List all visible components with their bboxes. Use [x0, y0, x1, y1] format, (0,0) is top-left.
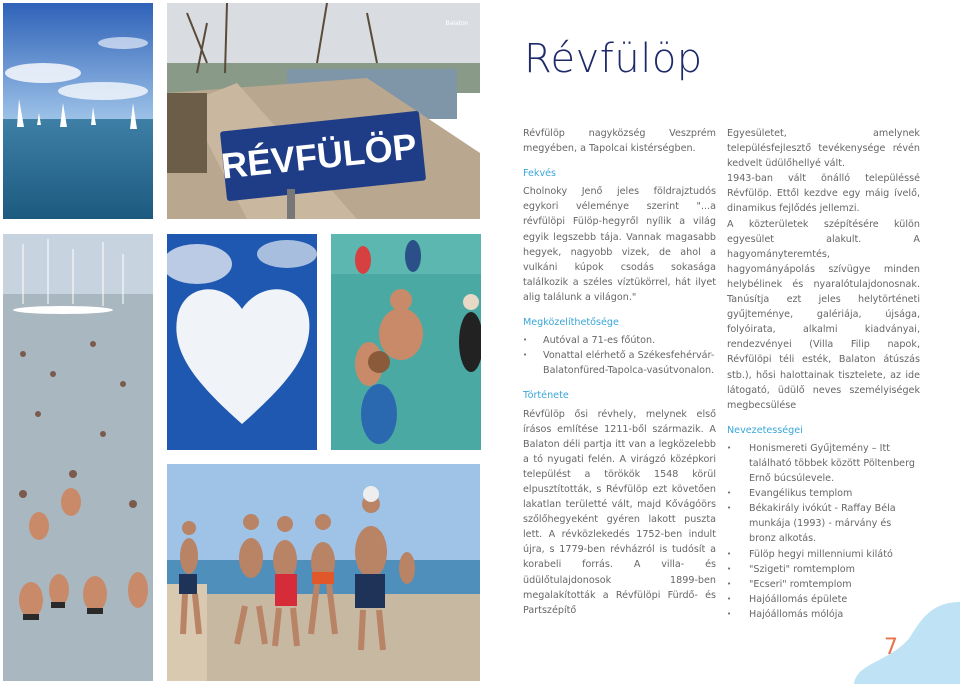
- list-item: • Békakirály ivókút - Raffay Béla munkája (1993) - márvány és bronz alkotás.: [727, 501, 920, 546]
- list-item: • Fülöp hegyi millenniumi kilátó: [727, 547, 920, 562]
- photo-revfulop-sign: [167, 3, 480, 219]
- list-item: • Hajóállomás mólója: [727, 607, 920, 622]
- list-item: • Vonattal elérhető a Székesfehérvár-Balatonfüred-Tapolca-vasútvonalon.: [523, 348, 716, 378]
- page-number: 7: [884, 635, 898, 660]
- list-item: • Honismereti Gyűjtemény – Itt található többek között Pöltenberg Ernő búcsúlevele.: [727, 441, 920, 486]
- section-heading-history: Története: [523, 390, 569, 402]
- list-item: • Autóval a 71-es főúton.: [523, 333, 716, 348]
- location-text: Cholnoky Jenő jeles földrajztudós egykori véleménye szerint "...a révfülöpi Fülöp-hegyről nyílik a világ egyik legszebb tája. Vannak magasabb hegyek, nagyobb vizek, de ahol a vulkáni kúpok csodás sokasága találkozik a széles víztükörrel, hát ilyet alig találunk a világon.": [523, 186, 716, 303]
- section-heading-location: Fekvés: [523, 168, 557, 180]
- history-text-2: 1943-ban vált önálló településsé Révfülöp. Ettől kezdve egy máig ívelő, dinamikus fejlődés jellemzi.: [727, 173, 920, 215]
- history-text-continued: Egyesületet, amelynek településfejlesztő tevékenysége révén kedvelt üdülőhellyé vált.: [727, 128, 920, 170]
- history-text-3: A közterületek szépítésére külön egyesület alakult. A hagyományteremtés, hagyományápolás szívügye minden helybélinek és nyaralótulajdonosnak. Tanúsítja ezt jeles helytörténeti gyűjteménye, galériája, újsága, folyóirata, alkalmi kiadványai, rendezvényei (Villa Filip napok, Révfülöpi téli esték, Balaton átúszás stb.), hősi halottainak tisztelete, az ide látogató, üdülő neves személyiségek megbecsülése: [727, 218, 920, 411]
- page-title: Révfülöp: [524, 36, 703, 82]
- photo-sailboats: [3, 3, 153, 219]
- access-list: [523, 333, 716, 378]
- photo-bathers-crowd: [3, 234, 153, 681]
- sign-text: RÉVFÜLÖP: [219, 125, 419, 187]
- section-heading-access: Megközelíthetősége: [523, 317, 619, 329]
- sights-list: [727, 441, 920, 622]
- section-heading-sights: Nevezetességei: [727, 424, 803, 436]
- text-column-right: [727, 126, 920, 622]
- list-item: • "Szigeti" romtemplom: [727, 562, 920, 577]
- photo-waving-bathers: [331, 234, 481, 450]
- photo-heart-cloud: [167, 234, 317, 450]
- list-item: • Evangélikus templom: [727, 486, 920, 501]
- list-item: • Hajóállomás épülete: [727, 592, 920, 607]
- list-item: • "Ecseri" romtemplom: [727, 577, 920, 592]
- photo-beach-group: [167, 464, 480, 681]
- logo-text: Balaton: [445, 20, 469, 27]
- text-column-left: [523, 126, 716, 618]
- intro-text: Révfülöp nagyközség Veszprém megyében, a Tapolcai kistérségben.: [523, 128, 716, 155]
- history-text: Révfülöp ősi révhely, melynek első írásos említése 1211-ből származik. A Balaton déli partja itt van a legközelebb a tó nyugati felén. A virágzó középkori települést a törökök 1548 körül elpusztították, s Révfülöp ezt követően lakatlan területté vált, majd Kővágóörs szőlőhegyeként gyéren lakott puszta lett. A révközlekedés 1752-ben indult újra, s 1779-ben révházról is tudósít a korabeli forrás. A villa- és üdülőtulajdonosok 1899-ben megalakították a Révfülöpi Fürdő- és Partszépítő: [523, 408, 716, 616]
